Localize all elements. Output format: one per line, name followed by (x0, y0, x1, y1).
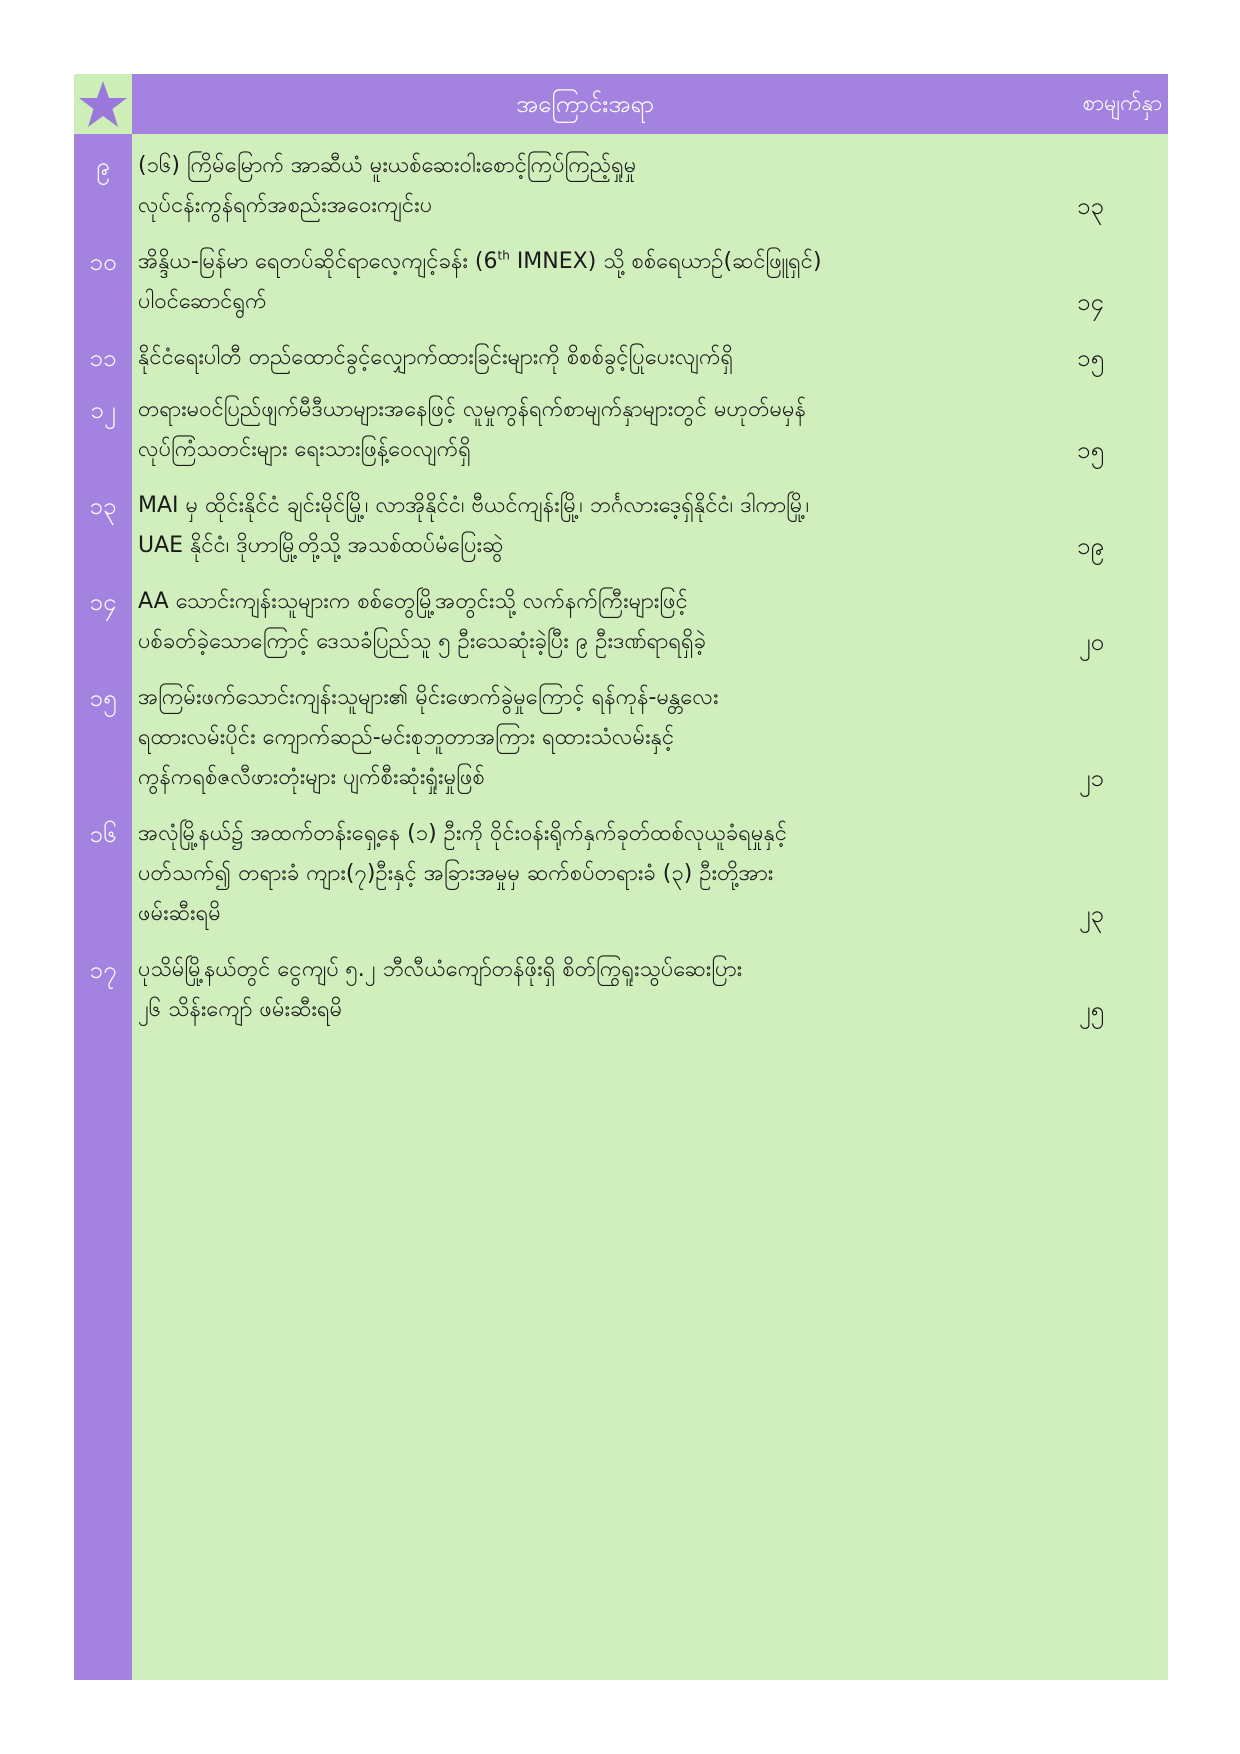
toc-entry[interactable] (74, 390, 1168, 470)
entry-title-line: တရားမဝင်ပြည်ဖျက်မီဒီယာများအနေဖြင့် လူမှုကွန်ရက်စာမျက်နှာများတွင် မဟုတ်မမှန် (138, 397, 807, 422)
entry-page: ၂၀ (1078, 628, 1104, 656)
entry-title-line: ပုသိမ်မြို့နယ်တွင် ငွေကျပ် ၅.၂ ဘီလီယံကျော်တန်ဖိုးရှိ စိတ်ကြွရူးသွပ်ဆေးပြား (138, 957, 743, 982)
header-page-label: စာမျက်နှာ (1082, 91, 1162, 116)
header-icon-cell (74, 74, 132, 134)
entry-title-line: ၂၆ သိန်းကျော် ဖမ်းဆီးရမိ (138, 997, 343, 1022)
entry-title-line: လုပ်ငန်းကွန်ရက်အစည်းအဝေးကျင်းပ (138, 193, 433, 218)
entry-number: ၁၆ (89, 820, 117, 848)
entry-page: ၂၃ (1078, 900, 1104, 928)
entry-number: ၁၇ (89, 956, 117, 984)
entry-title-line: UAE နိုင်ငံ၊ ဒိုဟာမြို့တို့သို့ အသစ်ထပ်မံပြေးဆွဲ (138, 533, 504, 558)
entry-title (138, 486, 1018, 566)
toc-entry[interactable] (74, 814, 1168, 934)
entry-number: ၁၀ (89, 248, 117, 276)
entry-page: ၁၄ (1077, 288, 1104, 316)
entry-title (138, 338, 1018, 378)
superscript: th (497, 248, 510, 263)
toc-entry[interactable] (74, 338, 1168, 378)
toc-entries (74, 146, 1168, 1030)
title-part: အိန္ဒိယ-မြန်မာ ရေတပ်ဆိုင်ရာလေ့ကျင့်ခန်း (6 (138, 249, 498, 274)
entry-title-line: ဖမ်းဆီးရမိ (138, 901, 221, 926)
entry-title-line: ပတ်သက်၍ တရားခံ ကျား(၇)ဦးနှင့် အခြားအမှုမှ ဆက်စပ်တရားခံ (၃) ဦးတို့အား (138, 861, 774, 886)
entry-title-line: ပါဝင်ဆောင်ရွက် (138, 289, 267, 314)
toc-entry[interactable] (74, 950, 1168, 1030)
entry-number: ၁၄ (89, 588, 117, 616)
entry-title-line: MAI မှ ထိုင်းနိုင်ငံ ချင်းမိုင်မြို့၊ လာအိုနိုင်ငံ၊ ဗီယင်ကျန်းမြို့၊ ဘင်္ဂလားဒေ့ရှ်နိုင်ငံ၊ ဒါကာမြို့၊ (138, 493, 810, 518)
entry-number: ၁၅ (89, 684, 117, 712)
toc-entry[interactable] (74, 582, 1168, 662)
entry-title (138, 242, 1018, 322)
table-of-contents (74, 74, 1168, 1680)
entry-title-line: (၁၆) ကြိမ်မြောက် အာဆီယံ မူးယစ်ဆေးဝါးစောင့်ကြပ်ကြည့်ရှုမှု (138, 153, 637, 178)
entry-page: ၁၅ (1077, 436, 1104, 464)
entry-title-line: ကွန်ကရစ်ဇလီဖားတုံးများ ပျက်စီးဆုံးရှုံးမှုဖြစ် (138, 765, 485, 790)
entry-title-line: အလုံမြို့နယ်၌ အထက်တန်းရှေ့နေ (၁) ဦးကို ဝိုင်းဝန်းရိုက်နှက်ခုတ်ထစ်လုယူခံရမှုနှင့် (138, 821, 788, 846)
entry-number: ၁၁ (89, 344, 117, 372)
entry-title (138, 814, 1018, 934)
entry-page: ၂၁ (1078, 764, 1104, 792)
entry-title-line: အကြမ်းဖက်သောင်းကျန်းသူများ၏ မိုင်းဖောက်ခွဲမှုကြောင့် ရန်ကုန်-မန္တလေး (138, 685, 719, 710)
entry-title-line: လုပ်ကြံသတင်းများ ရေးသားဖြန့်ဝေလျက်ရှိ (138, 437, 471, 462)
entry-number: ၁၃ (89, 492, 117, 520)
star-icon (78, 78, 128, 130)
entry-number: ၁၂ (90, 396, 116, 424)
entry-title-line (138, 242, 1018, 282)
toc-entry[interactable] (74, 486, 1168, 566)
entry-title-line: ပစ်ခတ်ခဲ့သောကြောင့် ဒေသခံပြည်သူ ၅ ဦးသေဆုံးခဲ့ပြီး ၉ ဦးဒဏ်ရာရရှိခဲ့ (138, 629, 706, 654)
toc-entry[interactable] (74, 146, 1168, 226)
entry-title-line: နိုင်ငံရေးပါတီ တည်ထောင်ခွင့်လျှောက်ထားခြင်းများကို စိစစ်ခွင့်ပြုပေးလျက်ရှိ (138, 345, 734, 370)
toc-entry[interactable] (74, 678, 1168, 798)
entry-title (138, 146, 1018, 226)
entry-title (138, 582, 1018, 662)
entry-title-line: ရထားလမ်းပိုင်း ကျောက်ဆည်-မင်းစုဘူတာအကြား ရထားသံလမ်းနှင့် (138, 725, 675, 750)
entry-title (138, 950, 1018, 1030)
toc-header (74, 74, 1168, 134)
title-part: IMNEX) သို့ စစ်ရေယာဉ်(ဆင်ဖြူရှင်) (509, 249, 822, 274)
header-title: အကြောင်းအရာ (516, 90, 654, 118)
entry-number: ၉ (96, 152, 110, 180)
toc-entry[interactable] (74, 242, 1168, 322)
entry-page: ၁၅ (1077, 344, 1104, 372)
entry-title (138, 678, 1018, 798)
entry-page: ၁၉ (1077, 532, 1104, 560)
entry-page: ၁၃ (1077, 192, 1104, 220)
entry-title (138, 390, 1018, 470)
entry-page: ၂၅ (1078, 996, 1104, 1024)
entry-title-line: AA သောင်းကျန်းသူများက စစ်တွေမြို့အတွင်းသို့ လက်နက်ကြီးများဖြင့် (138, 589, 688, 614)
